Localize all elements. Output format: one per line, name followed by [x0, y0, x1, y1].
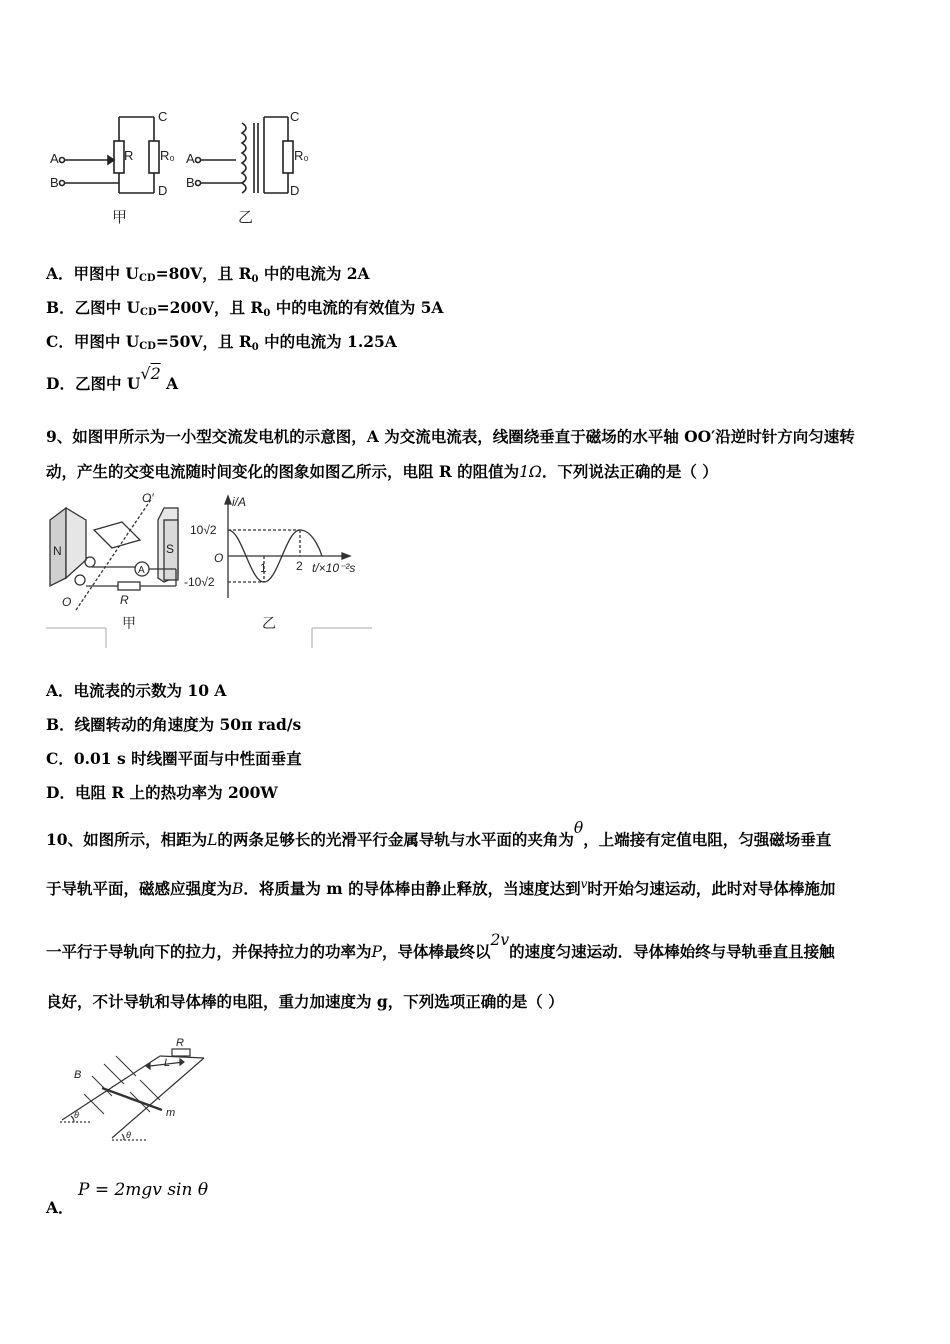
label-D2: D [290, 183, 300, 198]
q8-option-a: A．甲图中 $U_{CD}=80V$，且 R0 中的电流为 2A [46, 264, 370, 285]
label-B2: B [186, 175, 195, 190]
q9-stem-line1: 9、如图甲所示为一小型交流发电机的示意图，A 为交流电流表，线圈绕垂直于磁场的水平轴 OO′沿逆时针方向匀速转 [46, 427, 855, 446]
graph-xlabel: t/×10⁻²s [312, 561, 356, 575]
q9-option-a: A．电流表的示数为 10 A [46, 681, 227, 700]
label-m: m [166, 1107, 176, 1119]
label-A2: A [186, 151, 195, 166]
graph-t2: 2 [296, 559, 303, 573]
magnet-N: N [53, 544, 62, 558]
graph-origin: O [214, 551, 224, 565]
q9-option-b: B．线圈转动的角速度为 50π rad/s [46, 715, 302, 734]
incline-rail-figure [56, 1036, 216, 1144]
label-C: C [158, 109, 168, 124]
label-D: D [158, 183, 168, 198]
circuit-figure [46, 105, 326, 235]
fig-jia: 甲 [122, 615, 136, 631]
q10-stem-line4: 良好，不计导轨和导体棒的电阻，重力加速度为 g，下列选项正确的是（ ） [46, 992, 564, 1011]
graph-ymin: -10√2 [184, 575, 215, 589]
q9-stem-line2: 动，产生的交变电流随时间变化的图象如图乙所示，电阻 R 的阻值为1Ω．下列说法正确的是（ ） [46, 462, 718, 481]
label-theta2: θ [126, 1130, 131, 1140]
fig-yi: 乙 [262, 615, 276, 631]
generator-figure [46, 490, 376, 650]
label-L: L [164, 1057, 171, 1069]
q9-option-d: D．电阻 R 上的热功率为 200W [46, 783, 278, 802]
label-R: R [124, 148, 134, 163]
label-C2: C [290, 109, 300, 124]
q9-option-c: C．0.01 s 时线圈平面与中性面垂直 [46, 749, 302, 768]
graph-t1: 1 [260, 561, 267, 575]
graph-ylabel: i/A [232, 495, 247, 509]
q10-stem-line2: 于导轨平面，磁感应强度为B．将质量为 m 的导体棒由静止释放，当速度达到$^v$时开始匀速运动，此时对导体棒施加 [46, 877, 836, 898]
q8-option-d: D．乙图中 U√2 A [46, 364, 179, 393]
label-B: B [74, 1069, 82, 1081]
q8-option-b: B．乙图中 $U_{CD}=200V$，且 R0 中的电流的有效值为 5A [46, 298, 444, 319]
q10-stem-line3: 一平行于导轨向下的拉力，并保持拉力的功率为P，导体棒最终以2v的速度匀速运动．导体棒始终与导轨垂直且接触 [46, 931, 835, 961]
resistor-R: R [120, 593, 129, 607]
q10-option-a-label: A． [46, 1198, 74, 1217]
q8-option-c: C．甲图中 $U_{CD}=50V$，且 R0 中的电流为 1.25A [46, 332, 397, 353]
label-theta1: θ [74, 1110, 79, 1120]
q10-option-a-formula: P = 2mgv sin θ [78, 1180, 209, 1200]
label-A: A [50, 151, 59, 166]
q10-stem-line1: 10、如图所示，相距为L的两条足够长的光滑平行金属导轨与水平面的夹角为θ，上端接有定值电阻，匀强磁场垂直 [46, 819, 832, 849]
label-R0-2: R₀ [294, 148, 309, 163]
magnet-S: S [166, 542, 175, 556]
axis-O: O [62, 595, 72, 609]
axis-O-prime: O′ [142, 491, 154, 505]
label-B: B [50, 175, 59, 190]
label-jia: 甲 [112, 209, 128, 226]
ammeter-A: A [138, 565, 145, 576]
graph-ymax: 10√2 [190, 523, 217, 537]
label-yi: 乙 [238, 209, 254, 226]
label-R0: R₀ [160, 148, 175, 163]
label-R: R [176, 1037, 184, 1049]
